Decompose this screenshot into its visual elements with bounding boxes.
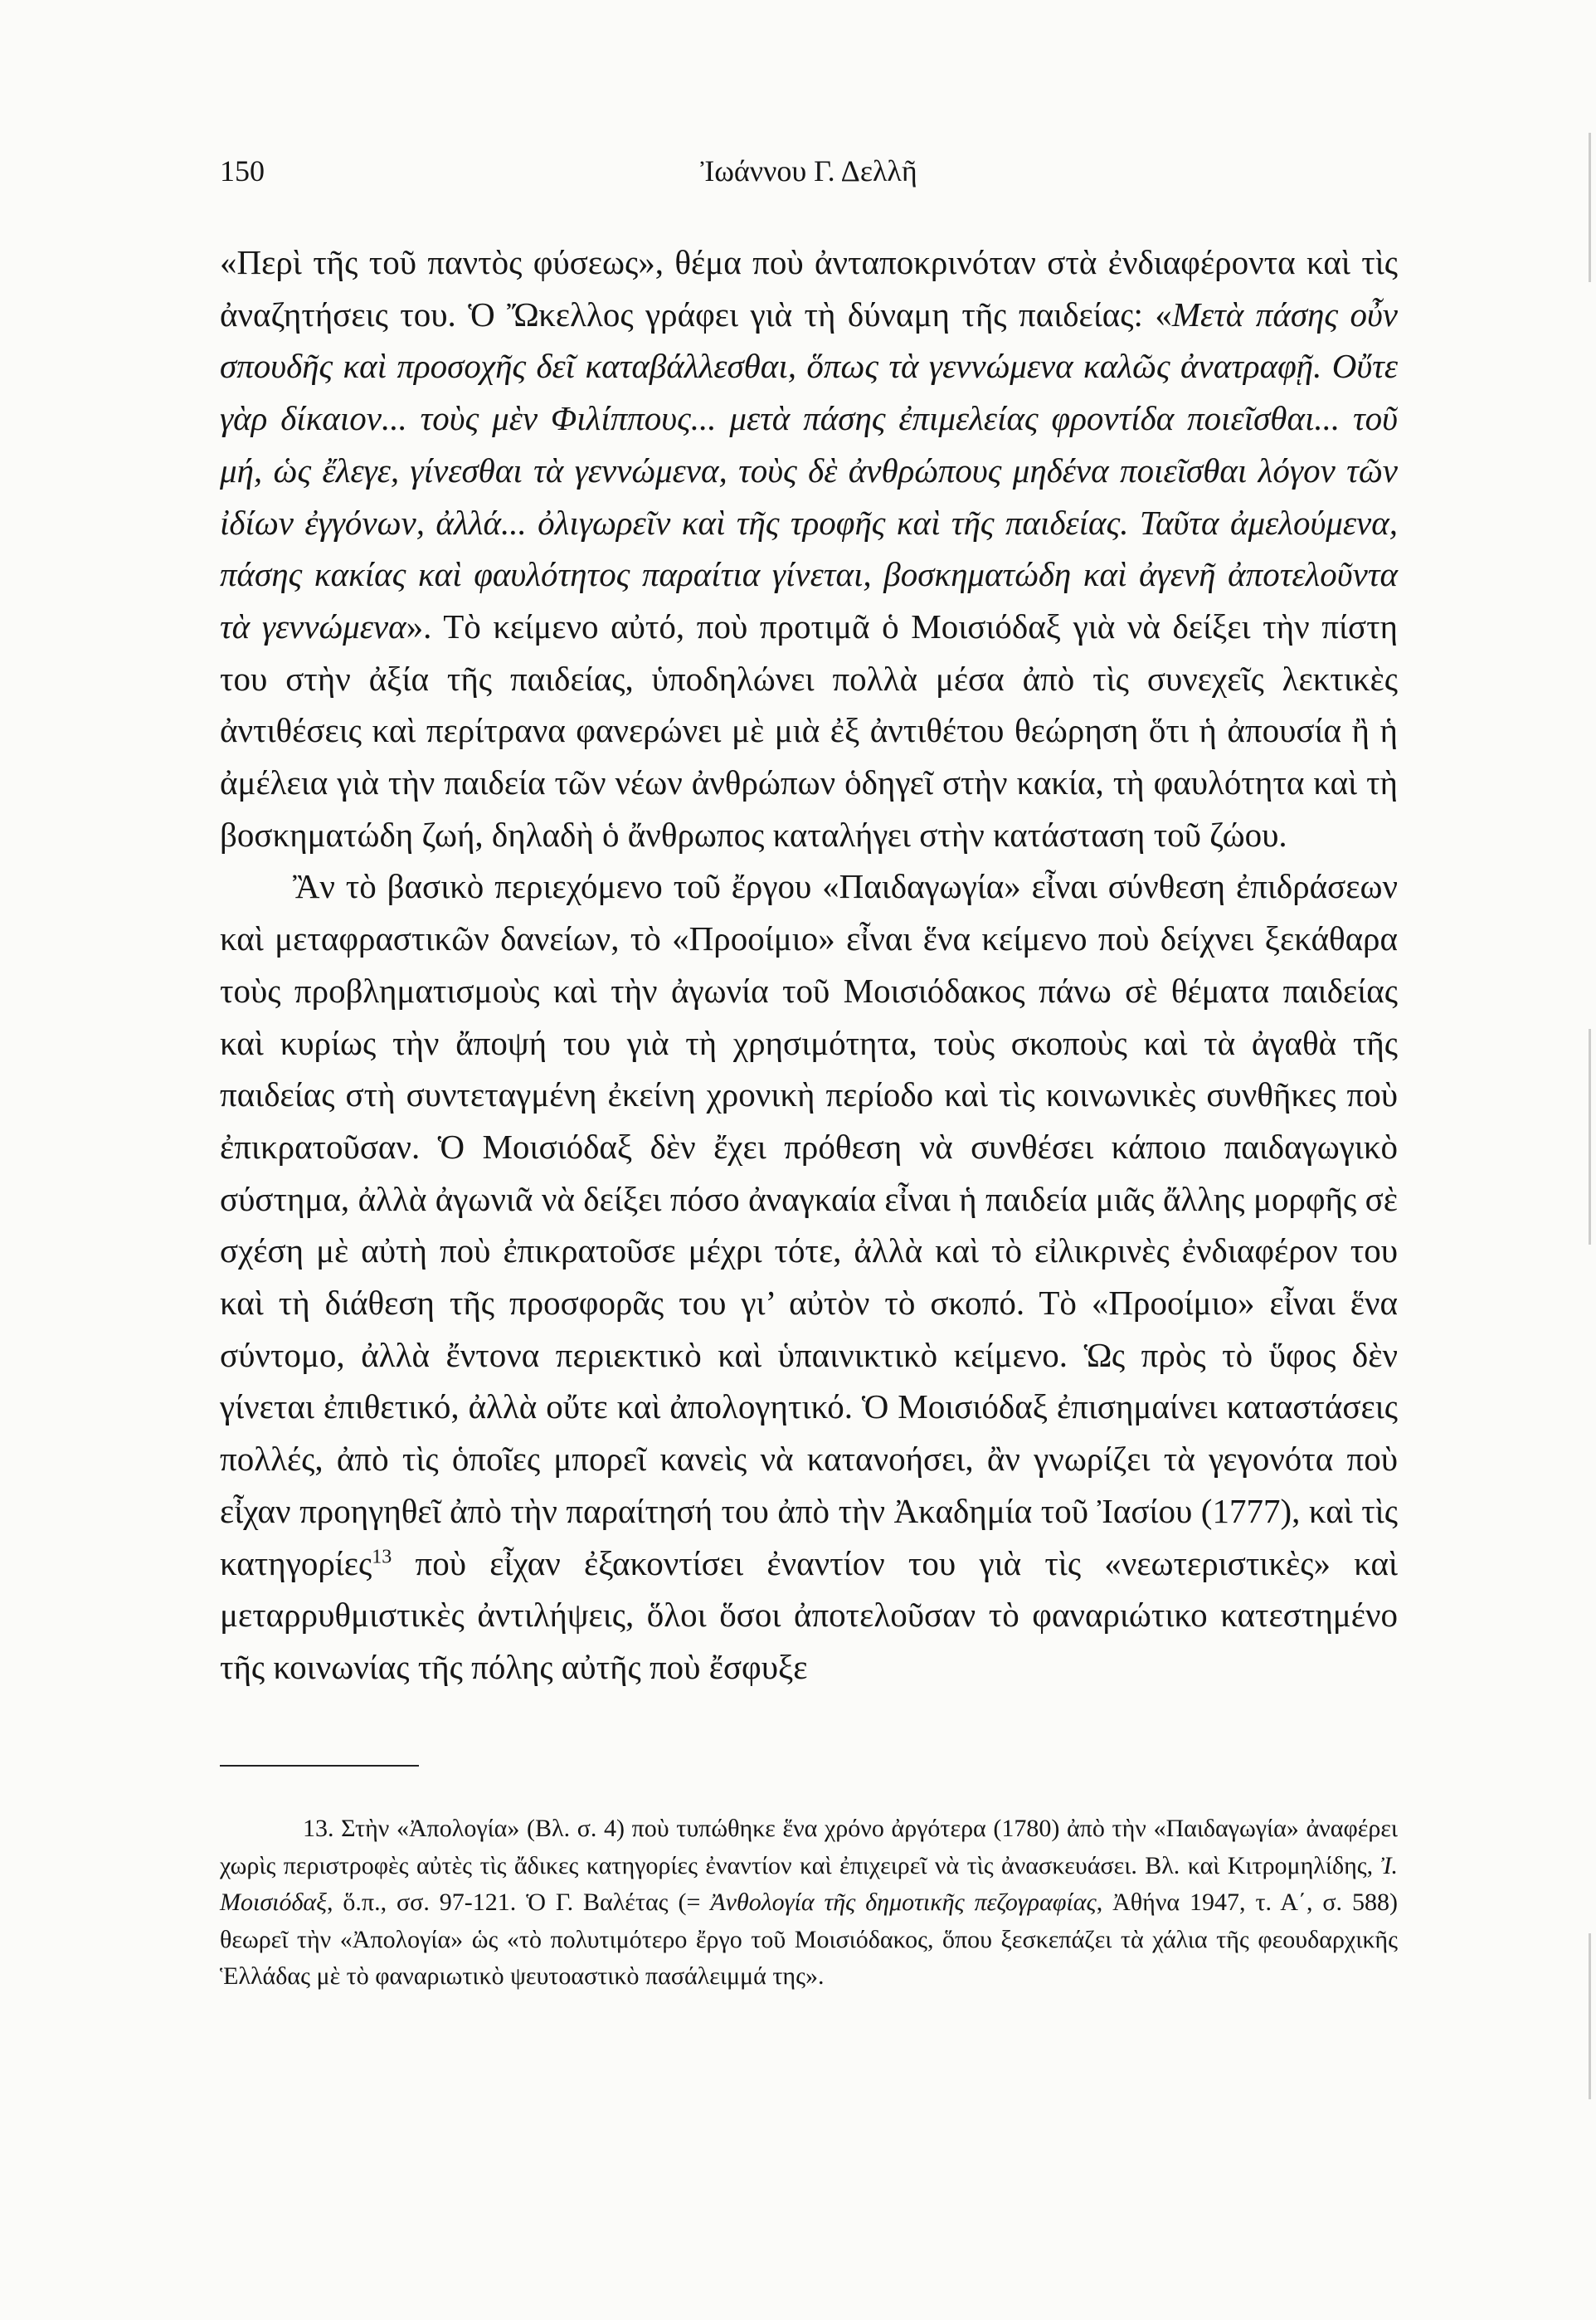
footnote-13-text-1: 13. Στὴν «Ἀπολογία» (Βλ. σ. 4) ποὺ τυπώθηκε ἕνα χρόνο ἀργότερα (1780) ἀπὸ τὴν «Παιδαγωγία» ἀναφέρει χωρὶς περιστροφὲς αὐτὲς τὶς ἄδικες κατηγορίες ἐναντίον καὶ ἐπιχειρεῖ νὰ τὶς ἀνασκευάσει. Βλ. καὶ Κιτρομηλίδης, — [220, 1815, 1398, 1879]
body-text — [220, 236, 1398, 1694]
paragraph-2-text-start: Ἂν τὸ βασικὸ περιεχόμενο τοῦ ἔργου «Παιδαγωγία» εἶναι σύνθεση ἐπιδράσεων καὶ μεταφραστικῶν δανείων, τὸ «Προοίμιο» εἶναι ἕνα κείμενο ποὺ δείχνει ξεκάθαρα τοὺς προβληματισμοὺς καὶ τὴν ἀγωνία τοῦ Μοισιόδακος πάνω σὲ θέματα παιδείας καὶ κυρίως τὴν ἄποψή του γιὰ τὴ χρησιμότητα, τοὺς σκοποὺς καὶ τὰ ἀγαθὰ τῆς παιδείας στὴ συντεταγμένη ἐκείνη χρονικὴ περίοδο καὶ τὶς κοινωνικὲς συνθῆκες ποὺ ἐπικρατοῦσαν. Ὁ Μοισιόδαξ δὲν ἔχει πρόθεση νὰ συνθέσει κάποιο παιδαγωγικὸ σύστημα, ἀλλὰ ἀγωνιᾶ νὰ δείξει πόσο ἀναγκαία εἶναι ἡ παιδεία μιᾶς ἄλλης μορφῆς σὲ σχέση μὲ αὐτὴ ποὺ ἐπικρατοῦσε μέχρι τότε, ἀλλὰ καὶ τὸ εἰλικρινὲς ἐνδιαφέρον του καὶ τὴ διάθεση τῆς προσφορᾶς του γι’ αὐτὸν τὸ σκοπό. Τὸ «Προοίμιο» εἶναι ἕνα σύντομο, ἀλλὰ ἔντονα περιεκτικὸ καὶ ὑπαινικτικὸ κείμενο. Ὡς πρὸς τὸ ὕφος δὲν γίνεται ἐπιθετικό, ἀλλὰ οὔτε καὶ ἀπολογητικό. Ὁ Μοισιόδαξ ἐπισημαίνει καταστάσεις πολλές, ἀπὸ τὶς ὁποῖες μπορεῖ κανεὶς νὰ κατανοήσει, ἂν γνωρίζει τὰ γεγονότα ποὺ εἶχαν προηγηθεῖ ἀπὸ τὴν παραίτησή του ἀπὸ τὴν Ἀκαδημία τοῦ Ἰασίου (1777), καὶ τὶς κατηγορίες — [220, 867, 1398, 1582]
page-content — [220, 154, 1398, 1694]
paragraph-1-text-end: ». Τὸ κείμενο αὐτό, ποὺ προτιμᾶ ὁ Μοισιόδαξ γιὰ νὰ δείξει τὴν πίστη του στὴν ἀξία τῆς παιδείας, ὑποδηλώνει πολλὰ μέσα ἀπὸ τὶς συνεχεῖς λεκτικὲς ἀντιθέσεις καὶ περίτρανα φανερώνει μὲ μιὰ ἐξ ἀντιθέτου θεώρηση ὅτι ἡ ἀπουσία ἢ ἡ ἀμέλεια γιὰ τὴν παιδεία τῶν νέων ἀνθρώπων ὁδηγεῖ στὴν κακία, τὴ φαυλότητα καὶ τὴ βοσκηματώδη ζωή, δηλαδὴ ὁ ἄνθρωπος καταλήγει στὴν κατάσταση τοῦ ζώου. — [220, 607, 1398, 854]
footnote-13-text-2: , ὅ.π., σσ. 97-121. Ὁ Γ. Βαλέτας (= — [327, 1889, 711, 1916]
scan-edge-mark — [1589, 133, 1591, 282]
footnote-reference[interactable]: 13 — [372, 1545, 392, 1567]
footnote-13-title-2: Ἀνθολογία τῆς δημοτικῆς πεζογραφίας — [710, 1889, 1097, 1916]
paragraph-1 — [220, 236, 1398, 860]
footnotes — [220, 1811, 1398, 1996]
footnote-13-title-1: Ἰ. Μοισιόδαξ — [220, 1851, 1398, 1916]
scan-edge-mark — [1589, 1029, 1591, 1245]
footnote-13 — [220, 1811, 1398, 1996]
running-title: Ἰωάννου Γ. Δελλῆ — [700, 154, 917, 188]
footnote-13-text-3: , Ἀθήνα 1947, τ. Α΄, σ. 588) θεωρεῖ τὴν «Ἀπολογία» ὡς «τὸ πολυτιμότερο ἔργο τοῦ Μοισιόδακος, ὅπου ξεσκεπάζει τὰ χάλια τῆς φεουδαρχικῆς Ἑλλάδας μὲ τὸ φαναριωτικὸ ψευτοαστικὸ πασάλειμμά της». — [220, 1889, 1398, 1990]
scan-edge-mark — [1589, 1933, 1591, 2099]
footnote-separator — [220, 1765, 419, 1767]
paragraph-1-text-start: «Περὶ τῆς τοῦ παντὸς φύσεως», θέμα ποὺ ἀνταποκρινόταν στὰ ἐνδιαφέροντα καὶ τὶς ἀναζητήσεις του. Ὁ Ὤκελλος γράφει γιὰ τὴ δύναμη τῆς παιδείας: « — [220, 243, 1398, 334]
okellos-quotation: Μετὰ πάσης οὖν σπουδῆς καὶ προσοχῆς δεῖ καταβάλλεσθαι, ὅπως τὰ γεννώμενα καλῶς ἀνατραφῇ. Οὔτε γὰρ δίκαιον... τοὺς μὲν Φιλίππους... μετὰ πάσης ἐπιμελείας φροντίδα ποιεῖσθαι... τοῦ μή, ὡς ἔλεγε, γίνεσθαι τὰ γεννώμενα, τοὺς δὲ ἀνθρώπους μηδένα ποιεῖσθαι λόγον τῶν ἰδίων ἐγγόνων, ἀλλά... ὀλιγωρεῖν καὶ τῆς τροφῆς καὶ τῆς παιδείας. Ταῦτα ἀμελούμενα, πάσης κακίας καὶ φαυλότητος παραίτια γίνεται, βοσκηματώδη καὶ ἀγενῆ ἀποτελοῦντα τὰ γεννώμενα — [220, 295, 1398, 646]
page-number: 150 — [220, 154, 265, 188]
running-head — [220, 154, 1398, 212]
paragraph-2-text-end: ποὺ εἶχαν ἐξακοντίσει ἐναντίον του γιὰ τὶς «νεωτεριστικὲς» καὶ μεταρρυθμιστικὲς ἀντιλήψεις, ὅλοι ὅσοι ἀποτελοῦσαν τὸ φαναριώτικο κατεστημένο τῆς κοινωνίας τῆς πόλης αὐτῆς ποὺ ἔσφυξε — [220, 1543, 1398, 1686]
paragraph-2 — [220, 860, 1398, 1693]
